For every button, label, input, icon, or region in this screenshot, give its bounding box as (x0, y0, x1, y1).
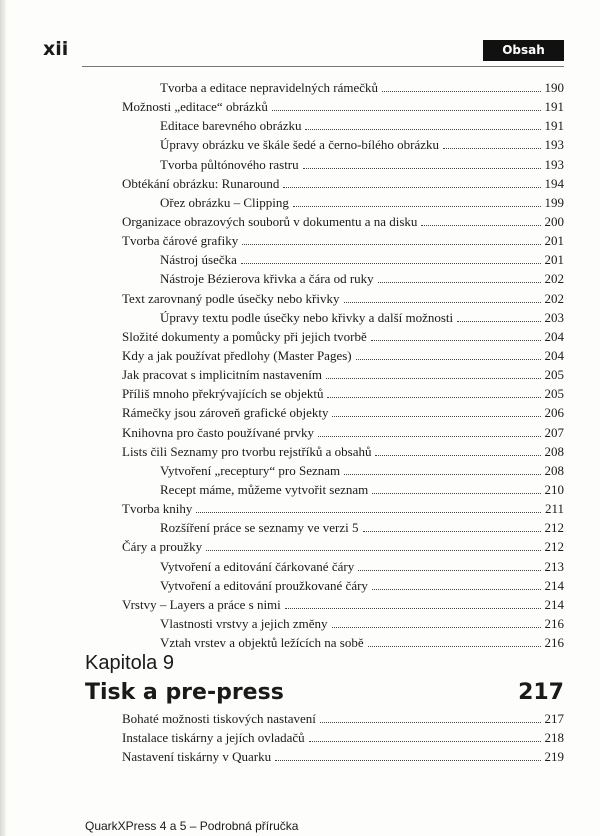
toc-entry (122, 595, 564, 614)
toc-entry (122, 384, 564, 403)
toc-entry (122, 212, 564, 231)
dot-leader (344, 302, 541, 303)
toc-entry (122, 403, 564, 422)
header-rule (82, 66, 564, 67)
toc-entry-page: 214 (544, 577, 564, 593)
toc-entry-page: 212 (544, 520, 564, 536)
toc-entry (122, 537, 564, 556)
dot-leader (372, 493, 540, 494)
dot-leader (382, 91, 541, 92)
toc-entry-page: 208 (544, 462, 564, 478)
footer-book-title: QuarkXPress 4 a 5 – Podrobná příručka (85, 819, 299, 833)
dot-leader (344, 474, 540, 475)
toc-entry-title: Úpravy obrázku ve škále šedé a černo-bílého obrázku (160, 137, 440, 153)
toc-entry (122, 614, 564, 633)
dot-leader (421, 225, 540, 226)
dot-leader (206, 550, 540, 551)
toc-entry (122, 174, 564, 193)
toc-entry (122, 78, 564, 97)
toc-entry (122, 365, 564, 384)
dot-leader (363, 531, 541, 532)
toc-entry-page: 191 (544, 99, 564, 115)
toc-entry-title: Úpravy textu podle úsečky nebo křivky a další možnosti (160, 309, 454, 325)
toc-entry (122, 135, 564, 154)
toc-entry-page: 208 (544, 443, 564, 459)
dot-leader (242, 244, 540, 245)
toc-entry (122, 709, 564, 728)
dot-leader (371, 340, 541, 341)
dot-leader (241, 263, 541, 264)
toc-entry-title: Kdy a jak používat předlohy (Master Pages) (122, 347, 352, 363)
toc-entry (122, 576, 564, 595)
toc-entry-title: Ořez obrázku – Clipping (160, 194, 289, 210)
toc-entry (122, 231, 564, 250)
dot-leader (303, 168, 541, 169)
toc-entry (122, 442, 564, 461)
chapter-page: 217 (518, 680, 564, 705)
toc-entry-page: 201 (544, 233, 564, 249)
toc-entry-title: Možnosti „editace“ obrázků (122, 99, 268, 115)
toc-entry-title: Editace barevného obrázku (160, 118, 302, 134)
toc-entry-page: 201 (544, 252, 564, 268)
dot-leader (326, 378, 540, 379)
toc-entry (122, 747, 564, 766)
toc-entry (122, 97, 564, 116)
toc-entry-title: Knihovna pro často používané prvky (122, 424, 315, 440)
toc-entry (122, 728, 564, 747)
page-number: xii (43, 38, 69, 60)
toc-entry-page: 193 (544, 156, 564, 172)
toc-entry (122, 269, 564, 288)
toc-entry-title: Nástroje Bézierova křivka a čára od ruky (160, 271, 374, 287)
toc-entry (122, 423, 564, 442)
dot-leader (332, 416, 540, 417)
toc-entry-title: Text zarovnaný podle úsečky nebo křivky (122, 290, 340, 306)
toc-entry-title: Recept máme, můžeme vytvořit seznam (160, 481, 369, 497)
toc-entry (122, 461, 564, 480)
toc-entry-page: 213 (544, 558, 564, 574)
toc-entry-title: Organizace obrazových souborů v dokumentu a na disku (122, 213, 418, 229)
toc-entry-title: Tvorba čárové grafiky (122, 233, 239, 249)
toc-entry-page: 207 (544, 424, 564, 440)
chapter-toc-list (122, 709, 564, 766)
toc-entry-page: 202 (544, 290, 564, 306)
dot-leader (457, 321, 540, 322)
dot-leader (375, 455, 540, 456)
dot-leader (320, 722, 541, 723)
toc-entry-title: Vytvoření „receptury“ pro Seznam (160, 462, 341, 478)
dot-leader (318, 436, 540, 437)
toc-entry (122, 193, 564, 212)
toc-entry (122, 633, 564, 652)
toc-entry-page: 214 (544, 596, 564, 612)
toc-entry (122, 557, 564, 576)
toc-entry-page: 211 (544, 501, 564, 517)
toc-list (122, 78, 564, 652)
toc-entry-page: 200 (544, 213, 564, 229)
toc-entry-page: 216 (544, 615, 564, 631)
chapter-heading (85, 680, 564, 705)
toc-entry-page: 193 (544, 137, 564, 153)
page-edge (0, 0, 6, 836)
toc-entry-page: 205 (544, 367, 564, 383)
toc-entry-title: Bohaté možnosti tiskových nastavení (122, 711, 316, 726)
dot-leader (283, 187, 540, 188)
toc-entry-page: 210 (544, 481, 564, 497)
toc-entry-page: 199 (544, 194, 564, 210)
dot-leader (293, 206, 541, 207)
chapter-label: Kapitola 9 (85, 652, 174, 674)
toc-entry-title: Tvorba půltónového rastru (160, 156, 299, 172)
dot-leader (309, 741, 541, 742)
toc-entry-page: 212 (544, 539, 564, 555)
toc-entry-page: 204 (544, 328, 564, 344)
dot-leader (327, 397, 540, 398)
dot-leader (332, 627, 541, 628)
dot-leader (443, 148, 540, 149)
toc-entry-title: Nástroj úsečka (160, 252, 237, 268)
toc-entry-title: Nastavení tiskárny v Quarku (122, 749, 272, 765)
toc-entry-page: 218 (544, 730, 564, 746)
toc-entry-title: Lists čili Seznamy pro tvorbu rejstříků a obsahů (122, 443, 372, 459)
chapter-title: Tisk a pre-press (85, 680, 284, 705)
dot-leader (358, 570, 540, 571)
toc-entry-title: Vytvoření a editování proužkované čáry (160, 577, 368, 593)
toc-entry (122, 250, 564, 269)
dot-leader (356, 359, 541, 360)
toc-entry-title: Rozšíření práce se seznamy ve verzi 5 (160, 520, 359, 536)
dot-leader (272, 110, 541, 111)
toc-entry (122, 308, 564, 327)
toc-entry-title: Obtékání obrázku: Runaround (122, 175, 280, 191)
toc-entry (122, 327, 564, 346)
toc-entry-page: 219 (544, 749, 564, 765)
dot-leader (275, 760, 540, 761)
toc-entry (122, 499, 564, 518)
toc-entry-page: 190 (544, 80, 564, 95)
dot-leader (372, 589, 541, 590)
toc-entry-title: Vrstvy – Layers a práce s nimi (122, 596, 281, 612)
dot-leader (368, 646, 541, 647)
toc-entry-page: 217 (544, 711, 564, 726)
toc-entry-page: 194 (544, 175, 564, 191)
toc-entry-title: Rámečky jsou zároveň grafické objekty (122, 405, 329, 421)
toc-entry-page: 203 (544, 309, 564, 325)
dot-leader (305, 129, 540, 130)
toc-entry (122, 289, 564, 308)
toc-entry (122, 518, 564, 537)
toc-entry-page: 204 (544, 347, 564, 363)
toc-entry-title: Tvorba a editace nepravidelných rámečků (160, 80, 378, 95)
toc-entry-title: Vlastnosti vrstvy a jejich změny (160, 615, 328, 631)
toc-entry-title: Vztah vrstev a objektů ležících na sobě (160, 635, 364, 651)
toc-entry-title: Příliš mnoho překrývajících se objektů (122, 386, 324, 402)
toc-entry (122, 480, 564, 499)
dot-leader (196, 512, 541, 513)
toc-entry-page: 202 (544, 271, 564, 287)
toc-entry (122, 116, 564, 135)
toc-entry-page: 205 (544, 386, 564, 402)
toc-entry-page: 216 (544, 635, 564, 651)
toc-entry-page: 206 (544, 405, 564, 421)
toc-entry-title: Tvorba knihy (122, 501, 193, 517)
toc-entry-title: Vytvoření a editování čárkované čáry (160, 558, 355, 574)
toc-entry-page: 191 (544, 118, 564, 134)
dot-leader (285, 608, 541, 609)
toc-entry-title: Složité dokumenty a pomůcky při jejich tvorbě (122, 328, 367, 344)
toc-entry-title: Instalace tiskárny a jejích ovladačů (122, 730, 305, 746)
section-label: Obsah (483, 40, 564, 61)
dot-leader (378, 282, 541, 283)
toc-entry (122, 155, 564, 174)
toc-entry-title: Čáry a proužky (122, 539, 203, 555)
toc-entry (122, 346, 564, 365)
toc-entry-title: Jak pracovat s implicitním nastavením (122, 367, 323, 383)
